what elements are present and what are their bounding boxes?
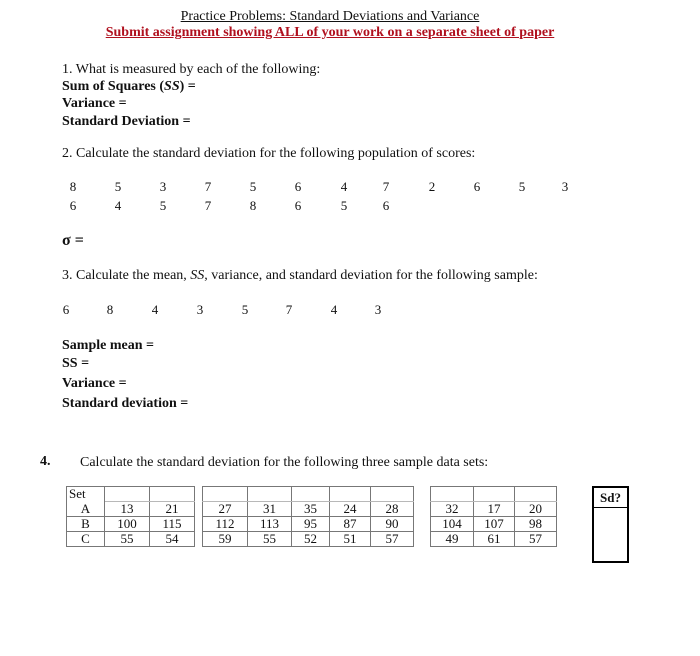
q3-sample-mean: Sample mean =	[62, 338, 154, 353]
table-cell: 112	[203, 517, 248, 532]
q2-score: 6	[473, 179, 481, 194]
table-cell: 49	[431, 532, 474, 547]
q3-score: 4	[330, 302, 338, 317]
sd-answer-box	[592, 486, 629, 563]
table-cell: 17	[474, 502, 515, 517]
table-cell: 32	[431, 502, 474, 517]
page-subtitle: Submit assignment showing ALL of your work on a separate sheet of paper	[105, 25, 555, 40]
table-cell: 20	[515, 502, 557, 517]
table-cell: 87	[330, 517, 371, 532]
table-cell: 21	[150, 502, 195, 517]
table-cell	[371, 487, 414, 502]
q2-score: 4	[340, 179, 348, 194]
q2-score: 7	[382, 179, 390, 194]
q2-score: 8	[69, 179, 77, 194]
table-cell: 90	[371, 517, 414, 532]
table-cell: 31	[248, 502, 292, 517]
q2-prompt: 2. Calculate the standard deviation for the following population of scores:	[62, 146, 476, 161]
q3-score: 7	[285, 302, 293, 317]
q3-score: 3	[374, 302, 382, 317]
table-cell: 13	[105, 502, 150, 517]
q1-prompt: 1. What is measured by each of the following:	[62, 62, 321, 77]
table-cell	[515, 487, 557, 502]
table-cell: 98	[515, 517, 557, 532]
table-gap	[195, 532, 203, 547]
table-cell: 95	[292, 517, 330, 532]
q3-variance: Variance =	[62, 376, 127, 391]
table-row	[67, 502, 557, 517]
set-label: B	[67, 517, 105, 532]
table-row-header	[67, 487, 557, 502]
table-cell: 59	[203, 532, 248, 547]
q2-score: 5	[249, 179, 257, 194]
table-cell: 55	[248, 532, 292, 547]
table-cell: 54	[150, 532, 195, 547]
sd-header: Sd?	[594, 488, 627, 508]
q2-score: 5	[159, 198, 167, 213]
q4-prompt: Calculate the standard deviation for the following three sample data sets:	[80, 455, 489, 470]
table-cell: 51	[330, 532, 371, 547]
table-cell	[248, 487, 292, 502]
q1-sum-of-squares: Sum of Squares (SS) =	[62, 79, 196, 94]
table-cell: 35	[292, 502, 330, 517]
table-gap	[195, 502, 203, 517]
q2-score: 6	[294, 198, 302, 213]
table-cell	[474, 487, 515, 502]
table-gap	[414, 532, 431, 547]
table-row	[67, 532, 557, 547]
table-cell	[203, 487, 248, 502]
table-cell: 104	[431, 517, 474, 532]
table-cell: 61	[474, 532, 515, 547]
table-cell: 113	[248, 517, 292, 532]
q3-score: 6	[62, 302, 70, 317]
table-cell	[150, 487, 195, 502]
set-header: Set	[67, 487, 105, 502]
q2-score: 3	[561, 179, 569, 194]
table-cell: 27	[203, 502, 248, 517]
q2-score: 4	[114, 198, 122, 213]
table-row	[67, 517, 557, 532]
page-title: Practice Problems: Standard Deviations and Variance	[180, 9, 480, 24]
set-label: A	[67, 502, 105, 517]
table-cell: 57	[515, 532, 557, 547]
q2-score: 6	[382, 198, 390, 213]
q3-standard-deviation: Standard deviation =	[62, 396, 189, 411]
table-gap	[195, 487, 203, 502]
table-cell: 107	[474, 517, 515, 532]
table-cell: 100	[105, 517, 150, 532]
table-cell: 57	[371, 532, 414, 547]
q2-score: 6	[294, 179, 302, 194]
table-gap	[414, 517, 431, 532]
table-cell: 115	[150, 517, 195, 532]
table-cell	[431, 487, 474, 502]
q2-score: 3	[159, 179, 167, 194]
q3-score: 3	[196, 302, 204, 317]
q2-score: 7	[204, 198, 212, 213]
table-cell: 52	[292, 532, 330, 547]
table-cell	[105, 487, 150, 502]
table-cell: 24	[330, 502, 371, 517]
set-label: C	[67, 532, 105, 547]
q1-variance: Variance =	[62, 96, 127, 111]
table-cell: 28	[371, 502, 414, 517]
table-gap	[414, 487, 431, 502]
q2-score: 5	[340, 198, 348, 213]
table-cell	[292, 487, 330, 502]
q2-score: 2	[428, 179, 436, 194]
table-gap	[414, 502, 431, 517]
q2-score: 8	[249, 198, 257, 213]
table-gap	[195, 517, 203, 532]
q3-score: 5	[241, 302, 249, 317]
q3-prompt: 3. Calculate the mean, SS, variance, and standard deviation for the following sample:	[62, 268, 538, 283]
q4-data-table	[66, 486, 557, 547]
q3-ss: SS =	[62, 356, 90, 371]
table-cell: 55	[105, 532, 150, 547]
q1-standard-deviation: Standard Deviation =	[62, 114, 191, 129]
q2-score: 5	[518, 179, 526, 194]
q2-score: 5	[114, 179, 122, 194]
q4-number: 4.	[40, 454, 51, 469]
q3-score: 4	[151, 302, 159, 317]
q2-score: 7	[204, 179, 212, 194]
q2-score: 6	[69, 198, 77, 213]
q2-sigma-answer: σ =	[62, 232, 84, 249]
q3-score: 8	[106, 302, 114, 317]
table-cell	[330, 487, 371, 502]
